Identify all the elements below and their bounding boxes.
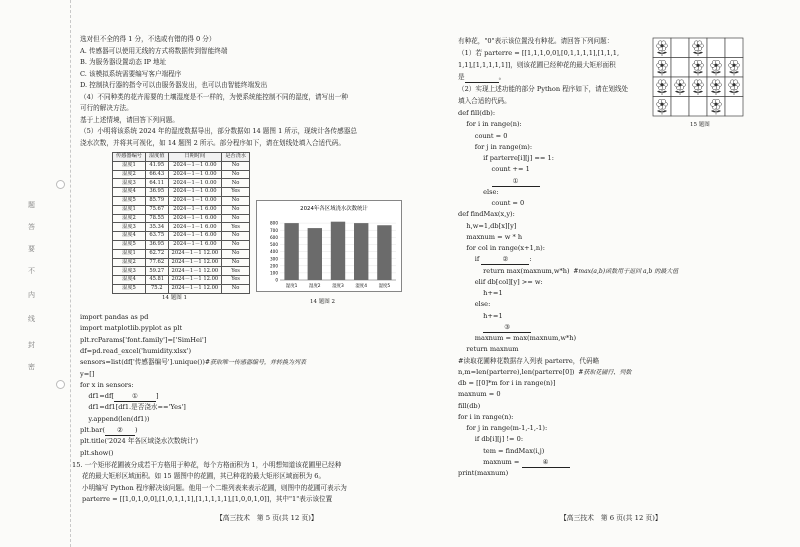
table-cell: 62.72 xyxy=(145,249,168,258)
bar-湿度4 xyxy=(354,223,368,280)
margin-label: 题 xyxy=(28,201,35,209)
code-text xyxy=(458,177,492,185)
text-line: A. 传感器可以使用无线的方式将数据传到智能终端 xyxy=(80,46,228,55)
grid-cell xyxy=(689,97,707,117)
chart-title: 2024年各区域浇水次数统计 xyxy=(300,206,368,212)
answer-blank[interactable]: ③ xyxy=(483,322,531,333)
table-cell: 75.67 xyxy=(145,205,168,214)
table-row xyxy=(113,267,250,276)
code-text: df=pd.read_excel('humidity.xlsx') xyxy=(80,346,192,355)
text-line: （1）若 parterre = [[1,1,1,0,0],[0,1,1,1,1],[1,1,1, xyxy=(458,49,620,57)
code-line xyxy=(80,312,148,322)
margin-label: 密 xyxy=(28,363,35,371)
code-line xyxy=(458,311,503,321)
table-cell: 湿度3 xyxy=(113,223,146,232)
code-text: plt.rcParams['font.family']=['SimHei'] xyxy=(80,335,207,344)
code-text: for i in range(n): xyxy=(458,412,514,421)
table-cell: 湿度4 xyxy=(113,276,146,285)
code-line xyxy=(458,446,544,456)
code-line xyxy=(458,232,522,242)
code-line xyxy=(458,288,503,298)
answer-blank[interactable]: ② xyxy=(105,425,135,436)
margin-label: 不 xyxy=(28,267,35,275)
code-text: count += 1 xyxy=(458,165,530,174)
table-cell: 湿度3 xyxy=(113,179,146,188)
code-text: import matplotlib.pyplot as plt xyxy=(80,324,183,333)
x-tick-label: 湿度3 xyxy=(332,284,344,289)
table-cell: 湿度5 xyxy=(113,240,146,249)
text-line: （5）小明将该系统 2024 年的湿度数据导出，部分数据如 14 题图 1 所示，现统计各传感器总 xyxy=(80,127,357,135)
question-15-line: parterre = [[1,0,1,0,0],[1,0,1,1,1],[1,1,1,1,1],[1,0,0,1,0]]，其中"1"表示该位置 xyxy=(82,494,333,503)
code-text: maxnum = max(maxnum,w*h) xyxy=(458,334,577,342)
answer-blank[interactable]: ② xyxy=(481,254,529,265)
table-cell: 2024－1－1 0.00 xyxy=(168,170,222,179)
table-cell: 湿度1 xyxy=(113,205,146,214)
question-15-line: 花的最大矩形区域面积。如 15 题图中的花圃，其已种花的最大矩形区域面积为 6。 xyxy=(82,472,326,481)
table-cell: 66.43 xyxy=(145,170,168,179)
column-header: 日期时间 xyxy=(168,153,222,162)
table-cell: 2024－1－1 0.00 xyxy=(168,179,222,188)
table-row xyxy=(113,258,250,267)
table-cell: 湿度1 xyxy=(113,161,146,170)
code-text: fill(db) xyxy=(458,401,481,410)
code-line xyxy=(80,346,191,356)
grid-cell xyxy=(707,38,725,58)
code-text: tem = findMax(i,j) xyxy=(458,446,545,455)
flower-grid-figure xyxy=(652,37,746,117)
code-line xyxy=(458,367,631,378)
code-line xyxy=(458,277,543,287)
table-cell: 2024－1－1 6.00 xyxy=(168,232,222,241)
code-line xyxy=(458,221,516,231)
code-line xyxy=(80,335,206,345)
table-cell: 湿度4 xyxy=(113,232,146,241)
binding-margin xyxy=(0,0,71,547)
table-cell: No xyxy=(222,170,250,179)
code-text: sensors=list(df['传感器编号'].unique()) xyxy=(80,358,205,367)
code-line xyxy=(458,322,531,333)
code-text: plt.show() xyxy=(80,448,114,457)
binding-hole xyxy=(56,380,65,389)
code-text: count = 0 xyxy=(458,131,508,140)
code-line xyxy=(458,434,523,444)
code-line xyxy=(458,187,499,197)
margin-label: 要 xyxy=(28,245,35,253)
table-row xyxy=(113,188,250,197)
table-cell: 湿度1 xyxy=(113,249,146,258)
code-text: for i in range(n): xyxy=(458,120,522,129)
code-text: for j in range(m): xyxy=(458,142,533,151)
table-cell: 63.75 xyxy=(145,232,168,241)
answer-blank[interactable]: ④ xyxy=(522,457,570,468)
code-line xyxy=(458,423,547,433)
table-cell: 2024－1－1 12.00 xyxy=(168,249,222,258)
code-line xyxy=(458,153,554,163)
page-footer: 【高三技术 第 6 页(共 12 页)】 xyxy=(560,514,662,522)
table-cell: 2024－1－1 12.00 xyxy=(168,258,222,267)
y-tick-label: 100 xyxy=(270,270,278,276)
code-text: if db[i][j] != 0: xyxy=(458,435,524,444)
text-line: C. 该模拟系统需要编写客户端程序 xyxy=(80,69,182,78)
code-comment: #max(a,b)函数用于返回 a,b 的最大值 xyxy=(569,267,679,275)
binding-hole xyxy=(56,180,65,189)
code-text: : xyxy=(529,255,532,264)
table-row xyxy=(113,249,250,258)
table-cell: 湿度2 xyxy=(113,258,146,267)
y-tick-label: 700 xyxy=(270,227,278,233)
table-cell: Yes xyxy=(222,223,250,232)
table-cell: No xyxy=(222,240,250,249)
y-tick-label: 300 xyxy=(270,256,278,262)
table-cell: No xyxy=(222,258,250,267)
page-footer: 【高三技术 第 5 页(共 12 页)】 xyxy=(216,514,318,522)
table-cell: 2024－1－1 12.00 xyxy=(168,284,222,293)
table-cell: 2024－1－1 0.00 xyxy=(168,196,222,205)
x-tick-label: 湿度1 xyxy=(285,284,298,289)
code-text xyxy=(458,323,483,331)
code-line xyxy=(458,164,530,174)
table-cell: 45.81 xyxy=(145,276,168,285)
text-line: D. 控制执行器的指令可以由服务器发出，也可以由智能终端发出 xyxy=(80,81,268,89)
x-tick-label: 湿度5 xyxy=(378,284,391,289)
text-line: （4）不同种类的花卉需要的土壤湿度是不一样的，为使系统能控制不同的湿度，请写出一种 xyxy=(80,92,348,101)
text-line: 选对但不全的得 1 分，不选或有错的得 0 分） xyxy=(80,35,216,43)
text-line: （2）实现上述功能的部分 Python 程序如下，请在划线处 xyxy=(458,85,629,93)
table-cell: 36.95 xyxy=(145,240,168,249)
code-line xyxy=(458,108,495,118)
code-line xyxy=(458,299,490,309)
grid-cell xyxy=(725,38,743,58)
table-cell: 湿度5 xyxy=(113,196,146,205)
code-text: ) xyxy=(134,426,138,434)
table-cell: No xyxy=(222,249,250,258)
code-text: ] xyxy=(156,392,159,401)
code-line xyxy=(458,266,678,277)
y-tick-label: 400 xyxy=(270,249,278,255)
table-cell: No xyxy=(222,284,250,293)
code-text: for x in sensors: xyxy=(80,380,134,389)
code-line xyxy=(80,380,134,390)
text-line: 可行的解决方法。 xyxy=(80,104,133,112)
text-line: 是 。 xyxy=(458,73,506,81)
code-text: return maxnum xyxy=(458,345,519,354)
sensor-data-table xyxy=(112,152,250,294)
code-line xyxy=(458,401,480,411)
table-row xyxy=(113,179,250,188)
code-line xyxy=(458,468,508,478)
table-cell: 64.11 xyxy=(145,179,168,188)
code-text: count = 0 xyxy=(458,199,525,207)
code-text: else: xyxy=(458,300,491,309)
y-tick-label: 500 xyxy=(270,242,278,248)
table-cell: 湿度4 xyxy=(113,188,146,197)
table-cell: 湿度2 xyxy=(113,170,146,179)
code-line xyxy=(458,243,545,253)
y-tick-label: 0 xyxy=(275,277,278,283)
table-row xyxy=(113,276,250,285)
margin-label: 内 xyxy=(28,291,35,299)
code-line xyxy=(80,448,113,458)
text-line: 基于上述情境，请回答下列问题。 xyxy=(80,115,179,124)
code-line xyxy=(80,391,159,402)
table-cell: Yes xyxy=(222,188,250,197)
table-cell: 85.79 xyxy=(145,196,168,205)
table-cell: 2024－1－1 6.00 xyxy=(168,205,222,214)
table-cell: 78.55 xyxy=(145,214,168,223)
y-tick-label: 200 xyxy=(270,263,278,269)
code-text: h+=1 xyxy=(458,311,503,320)
table-row xyxy=(113,232,250,241)
code-text: df1=df[ xyxy=(80,392,114,401)
answer-blank-1[interactable] xyxy=(465,72,499,83)
code-line xyxy=(458,131,508,141)
code-text: if parterre[i][j] == 1: xyxy=(458,154,554,162)
grid-cell xyxy=(725,97,743,117)
table-cell: Yes xyxy=(222,276,250,285)
code-text: print(maxnum) xyxy=(458,469,509,477)
table-cell: Yes xyxy=(222,267,250,276)
code-line xyxy=(80,402,186,412)
code-text: n,m=len(parterre),len(parterre[0]) xyxy=(458,367,575,376)
table-row xyxy=(113,205,250,214)
table-cell: 2024－1－1 12.00 xyxy=(168,267,222,276)
code-line xyxy=(80,414,149,424)
y-tick-label: 800 xyxy=(270,220,278,226)
code-line xyxy=(458,209,515,219)
code-line xyxy=(458,412,513,422)
code-line xyxy=(458,333,576,343)
x-tick-label: 湿度2 xyxy=(309,284,321,289)
question-15-line: 15. 一个矩形花圃被分成若干方格用于种花，每个方格面积为 1，小明想知道该花圃里已经种 xyxy=(72,461,342,469)
table-cell: 36.95 xyxy=(145,188,168,197)
code-line xyxy=(458,142,532,152)
code-comment: #获取唯一传感器编号，并转换为列表 xyxy=(204,359,306,367)
code-text: h+=1 xyxy=(458,289,503,297)
table-cell: 湿度5 xyxy=(113,284,146,293)
code-text: maxnum = w * h xyxy=(458,232,523,241)
code-line xyxy=(458,254,532,265)
code-text: if xyxy=(458,255,482,264)
table-cell: 2024－1－1 0.00 xyxy=(168,161,222,170)
column-header: 湿度值 xyxy=(145,153,168,162)
code-comment: #获取花圃行、列数 xyxy=(574,368,632,376)
code-line xyxy=(458,378,555,388)
code-line xyxy=(458,344,518,354)
code-text: plt.title('2024 年各区域浇水次数统计') xyxy=(80,437,199,446)
margin-label: 答 xyxy=(28,223,35,231)
code-line xyxy=(80,436,198,446)
table-cell: 2024－1－1 0.00 xyxy=(168,188,222,197)
table-cell: 35.34 xyxy=(145,223,168,232)
x-tick-label: 湿度4 xyxy=(355,284,367,289)
table-row xyxy=(113,196,250,205)
code-text: elif db[col][y] >= w: xyxy=(458,277,543,286)
table-cell: 2024－1－1 6.00 xyxy=(168,240,222,249)
code-text: for col in range(x+1,n): xyxy=(458,244,545,252)
bar-湿度2 xyxy=(308,228,322,280)
y-tick-label: 600 xyxy=(270,234,278,240)
code-line xyxy=(458,389,501,399)
grid-cell xyxy=(671,38,689,58)
bar-湿度5 xyxy=(377,225,391,280)
text-line: 填入合适的代码。 xyxy=(458,97,511,105)
bar-湿度1 xyxy=(284,223,298,280)
text-label: 是 xyxy=(458,73,465,81)
code-text: df1=df1[df1.是否浇水=='Yes'] xyxy=(80,403,186,412)
table-row xyxy=(113,240,250,249)
code-text: def findMax(x,y): xyxy=(458,210,515,219)
table-cell: 湿度2 xyxy=(113,214,146,223)
code-text: maxnum = xyxy=(458,457,522,466)
code-text: h,w=1,db[x][y] xyxy=(458,221,517,230)
code-text: else: xyxy=(458,187,499,196)
table-cell: 77.62 xyxy=(145,258,168,267)
table-cell: 2024－1－1 6.00 xyxy=(168,214,222,223)
code-line xyxy=(458,356,599,366)
right-page xyxy=(400,0,800,547)
code-line xyxy=(458,198,524,208)
code-text: import pandas as pd xyxy=(80,313,149,321)
text-line: B. 为服务器设置动态 IP 地址 xyxy=(80,58,167,66)
code-text: y=[] xyxy=(80,369,95,378)
table-cell: No xyxy=(222,205,250,214)
table-cell: 湿度3 xyxy=(113,267,146,276)
chart-caption: 14 题图 2 xyxy=(310,299,335,305)
answer-blank[interactable]: ① xyxy=(114,391,156,402)
code-text: y.append(len(df1)) xyxy=(80,414,150,423)
table-row xyxy=(113,214,250,223)
column-header: 是否浇水 xyxy=(222,153,250,162)
code-line xyxy=(458,176,540,187)
margin-label: 封 xyxy=(28,341,35,349)
table-cell: 2024－1－1 6.00 xyxy=(168,223,222,232)
table-row xyxy=(113,223,250,232)
code-line xyxy=(80,357,306,368)
code-text: maxnum = 0 xyxy=(458,390,501,399)
watering-count-chart xyxy=(256,200,402,292)
table-row xyxy=(113,284,250,293)
text-line: 1,1],[1,1,1,1,1]]，则该花圃已经种花的最大矩形面积 xyxy=(458,61,616,69)
bar-湿度3 xyxy=(331,222,345,280)
code-line xyxy=(80,425,138,436)
margin-label: 线 xyxy=(28,315,35,323)
table-cell: No xyxy=(222,232,250,241)
code-text: plt.bar( xyxy=(80,426,105,434)
question-15-line: 小明编写 Python 程序解决该问题。他用一个二维列表来表示花圃，则图中的花圃可表示为 xyxy=(82,483,347,492)
text-line: 浇水次数，并将其可视化，如 14 题图 2 所示。部分程序如下，请在划线处填入合适代码。 xyxy=(80,138,345,147)
table-cell: 41.95 xyxy=(145,161,168,170)
code-text: def fill(db): xyxy=(458,109,496,117)
code-text: #读取花圃种花数据存入列表 parterre，代码略 xyxy=(458,356,600,365)
table-row xyxy=(113,161,250,170)
answer-blank[interactable]: ① xyxy=(492,176,540,187)
code-line xyxy=(458,457,570,468)
grid-cell xyxy=(671,58,689,78)
code-line xyxy=(80,323,182,333)
code-line xyxy=(80,369,94,379)
table-cell: No xyxy=(222,179,250,188)
code-line xyxy=(458,119,522,129)
table-cell: 75.2 xyxy=(145,284,168,293)
table-cell: 2024－1－1 12.00 xyxy=(168,276,222,285)
table-cell: No xyxy=(222,214,250,223)
column-header: 传感器编号 xyxy=(113,153,146,162)
table-caption: 14 题图 1 xyxy=(162,295,187,301)
code-text: db = [[0]*m for i in range(n)] xyxy=(458,379,556,387)
grid-caption: 15 题图 xyxy=(690,122,710,128)
table-cell: No xyxy=(222,161,250,170)
code-text: return max(maxnum,w*h) xyxy=(458,266,570,275)
table-cell: 59.27 xyxy=(145,267,168,276)
grid-cell xyxy=(671,97,689,117)
table-row xyxy=(113,170,250,179)
code-text: for j in range(m-1,-1,-1): xyxy=(458,424,548,432)
text-line: 有种花，"0"表示该位置没有种花。请回答下列问题： xyxy=(458,37,614,45)
table-cell: No xyxy=(222,196,250,205)
